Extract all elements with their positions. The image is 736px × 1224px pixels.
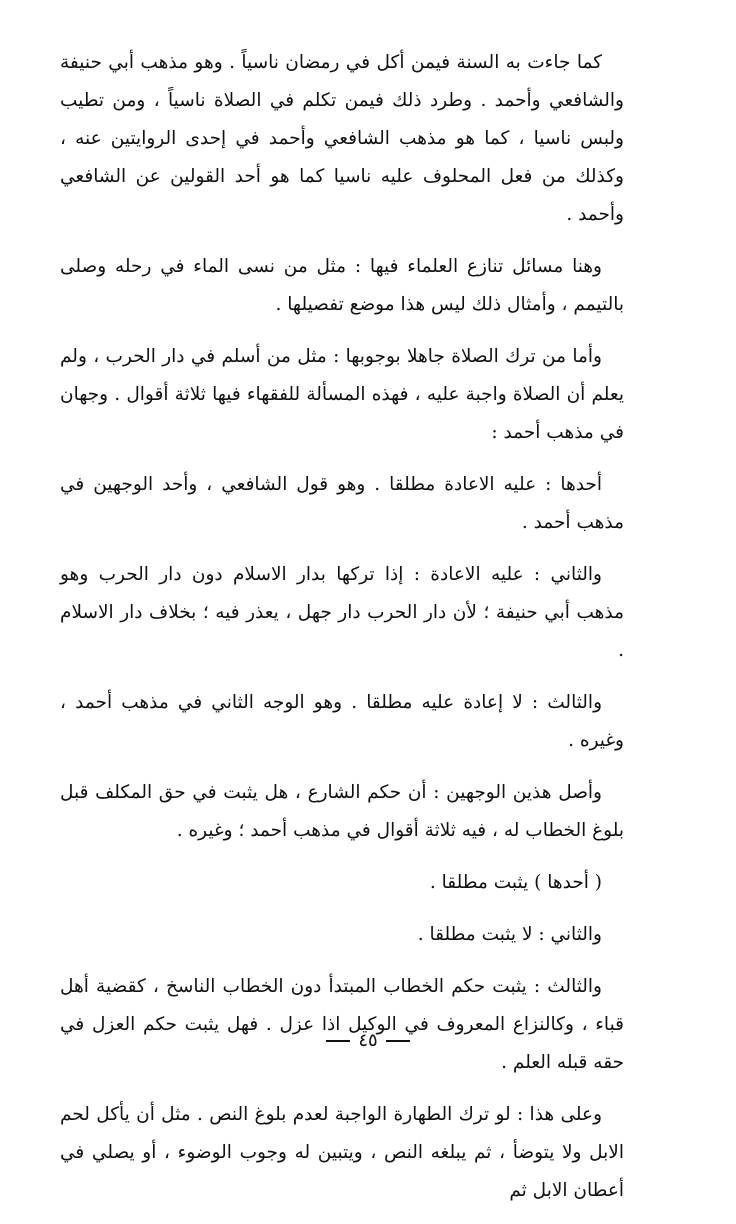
paragraph-9: والثاني : لا يثبت مطلقا . (417, 924, 602, 945)
footer-dash-right (386, 1040, 410, 1042)
paragraph-8: ( أحدها ) يثبت مطلقا . (429, 872, 602, 893)
paragraph-2: وهنا مسائل تنازع العلماء فيها : مثل من نسى الماء في رحله وصلى بالتيمم ، وأمثال ذلك ليس هذا موضع تفصيلها . (60, 256, 624, 315)
paragraph-11: وعلى هذا : لو ترك الطهارة الواجبة لعدم بلوغ النص . مثل أن يأكل لحم الابل ولا يتوضأ ، ثم يبلغه النص ، ويتبين له وجوب الوضوء ، أو يصلي في أعطان الابل ثم (60, 1104, 624, 1201)
paragraph-1: كما جاءت به السنة فيمن أكل في رمضان ناسياً . وهو مذهب أبي حنيفة والشافعي وأحمد . وطرد ذلك فيمن تكلم في الصلاة ناسياً ، ومن تطيب ولبس ناسيا ، كما هو مذهب الشافعي وأحمد في إحدى الروايتين عنه ، وكذلك من فعل المحلوف عليه ناسيا كما هو أحد القولين عن الشافعي وأحمد . (60, 52, 624, 225)
paragraph-10: والثالث : يثبت حكم الخطاب المبتدأ دون الخطاب الناسخ ، كقضية أهل قباء ، وكالنزاع المعروف في الوكيل اذا عزل . فهل يثبت حكم العزل في حقه قبله العلم . (60, 976, 624, 1073)
page-number: ٤٥ (358, 1030, 378, 1051)
paragraph-5: والثاني : عليه الاعادة : إذا تركها بدار الاسلام دون دار الحرب وهو مذهب أبي حنيفة ؛ لأن دار الحرب دار جهل ، يعذر فيه ؛ بخلاف دار الاسلام . (60, 564, 624, 661)
paragraph-3: وأما من ترك الصلاة جاهلا بوجوبها : مثل من أسلم في دار الحرب ، ولم يعلم أن الصلاة واجبة عليه ، فهذه المسألة للفقهاء فيها ثلاثة أقوال . وجهان في مذهب أحمد : (60, 346, 624, 443)
page-footer (0, 1030, 736, 1051)
footer-dash-left (326, 1040, 350, 1042)
paragraph-4: أحدها : عليه الاعادة مطلقا . وهو قول الشافعي ، وأحد الوجهين في مذهب أحمد . (60, 474, 624, 533)
paragraph-7: وأصل هذين الوجهين : أن حكم الشارع ، هل يثبت في حق المكلف قبل بلوغ الخطاب له ، فيه ثلاثة أقوال في مذهب أحمد ؛ وغيره . (60, 782, 624, 841)
paragraph-6: والثالث : لا إعادة عليه مطلقا . وهو الوجه الثاني في مذهب أحمد ، وغيره . (60, 692, 624, 751)
